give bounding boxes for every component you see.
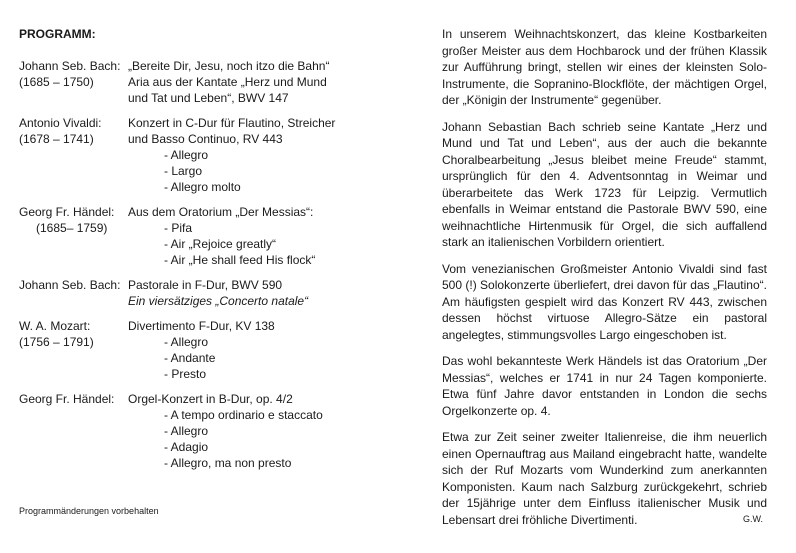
program-entry [19,391,414,471]
author-signature: G.W. [743,514,763,524]
work-line: Pastorale in F-Dur, BWV 590 [128,278,283,292]
notes-paragraph: Das wohl bekannteste Werk Händels ist das Oratorium „Der Messias“, welches er 1741 in nur 24 Tagen komponierte. Etwa fünf Jahre davor entstanden in London die sechs Orgelkonzerte op. 4. [442,354,767,418]
composer-dates: (1678 – 1741) [19,132,94,146]
work-subtitle: Ein viersätziges „Concerto natale“ [128,294,309,308]
work-info [128,391,414,471]
program-change-note: Programmänderungen vorbehalten [19,506,159,516]
movement: - Presto [164,367,207,381]
work-line: Aus dem Oratorium „Der Messias“: [128,205,314,219]
program-entry [19,58,414,106]
work-info [128,58,414,106]
movement: - Allegro molto [164,180,241,194]
composer-name: W. A. Mozart: [19,319,91,333]
work-info [128,115,414,195]
composer-info [19,391,128,471]
work-info [128,277,414,309]
composer-info [19,115,128,195]
notes-column [442,26,767,538]
program-entry [19,318,414,382]
work-line: „Bereite Dir, Jesu, noch itzo die Bahn“ [128,59,330,73]
composer-dates: (1756 – 1791) [19,335,94,349]
movement: - Allegro [164,335,209,349]
notes-paragraph: Vom venezianischen Großmeister Antonio Vivaldi sind fast 500 (!) Solokonzerte überliefert, drei davon für das „Flautino“. Am häufigsten gespielt wird das Konzert RV 443, zwischen dessen höchst virtuose Allegro-Sätze ein pastoral angelegtes, stimmungsvolles Largo eingeschoben ist. [442,261,767,342]
composer-name: Georg Fr. Händel: [19,205,115,219]
movement: - Air „He shall feed His flock“ [164,253,316,267]
composer-dates: (1685 – 1750) [19,75,94,89]
composer-info [19,58,128,106]
composer-name: Johann Seb. Bach: [19,59,121,73]
movement: - Allegro [164,148,209,162]
program-entry [19,277,414,309]
movement: - Andante [164,351,216,365]
composer-name: Antonio Vivaldi: [19,116,102,130]
movement: - Largo [164,164,203,178]
movement: - Pifa [164,221,193,235]
movement: - Allegro [164,424,209,438]
movement: - A tempo ordinario e staccato [164,408,323,422]
program-column [19,26,414,480]
work-line: Orgel-Konzert in B-Dur, op. 4/2 [128,392,293,406]
work-line: Konzert in C-Dur für Flautino, Streicher [128,116,336,130]
program-heading: PROGRAMM: [19,27,96,41]
composer-name: Johann Seb. Bach: [19,278,121,292]
program-entry [19,115,414,195]
notes-paragraph: Johann Sebastian Bach schrieb seine Kantate „Herz und Mund und Tat und Leben“, aus der auch die bekannte Choralbearbeitung „Jesus bleibet meine Freude“ stammt, ursprünglich für den 4. Adventsonntag in Weimar und überarbeitete das Werk 1723 für Leipzig. Vermutlich ebenfalls in Weimar entstand die Pastorale BWV 590, eine weihnachtliche Hirtenmusik für Orgel, die sich auffallend stark an italienischen Vorbildern orientiert. [442,119,767,249]
work-info [128,318,414,382]
composer-info [19,318,128,382]
composer-info [19,204,128,268]
work-line: Aria aus der Kantate „Herz und Mund [128,75,327,89]
movement: - Adagio [164,440,209,454]
movement: - Allegro, ma non presto [164,456,292,470]
composer-dates: (1685– 1759) [36,221,108,235]
movement: - Air „Rejoice greatly“ [164,237,277,251]
composer-name: Georg Fr. Händel: [19,392,115,406]
program-entry [19,204,414,268]
notes-paragraph: In unserem Weihnachtskonzert, das kleine Kostbarkeiten großer Meister aus dem Hochbarock und der frühen Klassik zur Aufführung bringt, stellen wir eines der kleinsten Solo-Instrumente, die Sopranino-Blockflöte, der mächtigen Orgel, der „Königin der Instrumente“ gegenüber. [442,27,767,107]
composer-info [19,277,128,309]
work-info [128,204,414,268]
work-line: und Tat und Leben“, BWV 147 [128,91,289,105]
notes-paragraph: Etwa zur Zeit seiner zweiter Italienreise, die ihm neuerlich einen Opernauftrag aus Mailand eingebracht hatte, wandelte sich der Ruf Mozarts vom Wunderkind zum anerkannten Komponisten. Kaum nach Salzburg zurückgekehrt, schrieb der 15jährige unter dem Einfluss italienischer Musik und Lebensart drei fröhliche Divertimenti. [442,430,767,527]
work-line: und Basso Continuo, RV 443 [128,132,283,146]
work-line: Divertimento F-Dur, KV 138 [128,319,275,333]
